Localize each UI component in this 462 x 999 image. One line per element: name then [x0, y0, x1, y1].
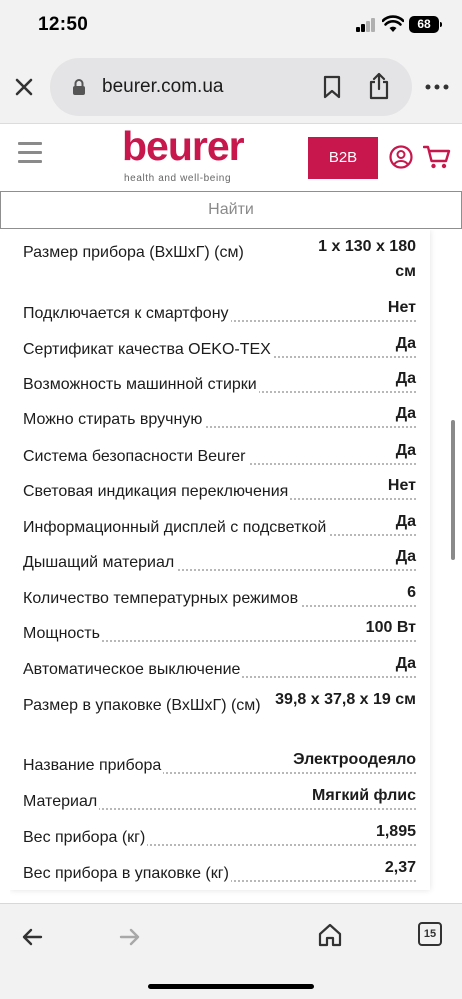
spec-content — [10, 230, 442, 902]
spec-label: Размер прибора (ВхШхГ) (см) — [23, 240, 263, 265]
spec-value: 1 x 130 x 180 см — [296, 234, 416, 284]
more-icon[interactable] — [425, 84, 449, 90]
spec-label: Сертификат качества OEKO-TEX — [23, 338, 273, 362]
spec-label: Вес прибора (кг) — [23, 826, 147, 850]
spec-row — [23, 751, 416, 778]
spec-label: Размер в упаковке (ВхШхГ) (см) — [23, 693, 263, 718]
spec-label: Материал — [23, 790, 99, 814]
signal-icon — [356, 18, 376, 32]
spec-value: Мягкий флис — [310, 784, 416, 808]
spec-value: Да — [394, 652, 416, 676]
spec-label: Количество температурных режимов — [23, 587, 300, 611]
spec-row — [23, 335, 416, 362]
spec-row — [23, 442, 416, 469]
spec-row — [23, 513, 416, 540]
spec-row — [23, 238, 416, 280]
spec-row — [23, 477, 416, 504]
forward-icon[interactable] — [119, 928, 141, 946]
share-icon[interactable] — [368, 72, 390, 100]
spec-row — [23, 823, 416, 850]
spec-value: Да — [394, 367, 416, 391]
user-icon[interactable] — [389, 145, 413, 169]
spec-row — [23, 584, 416, 611]
search-input[interactable]: Найти — [0, 191, 462, 229]
spec-label: Возможность машинной стирки — [23, 373, 259, 397]
spec-label: Вес прибора в упаковке (кг) — [23, 862, 231, 886]
battery-indicator: 68 — [409, 16, 439, 33]
bookmark-icon[interactable] — [322, 75, 342, 99]
spec-value: Да — [394, 332, 416, 356]
back-icon[interactable] — [21, 928, 43, 946]
address-bar[interactable] — [50, 58, 412, 116]
spec-label: Мощность — [23, 622, 102, 646]
spec-label: Автоматическое выключение — [23, 658, 242, 682]
spec-row — [23, 787, 416, 814]
spec-row — [23, 299, 416, 326]
spec-row — [23, 655, 416, 682]
url-text[interactable]: beurer.com.ua — [102, 76, 224, 97]
spec-value: Электроодеяло — [291, 748, 416, 772]
spec-row — [23, 548, 416, 575]
spec-label: Световая индикация переключения — [23, 480, 290, 504]
status-bar — [0, 0, 462, 50]
close-icon[interactable] — [12, 75, 36, 99]
status-time: 12:50 — [38, 14, 89, 35]
spec-row — [23, 619, 416, 646]
spec-value: Нет — [386, 296, 416, 320]
spec-value: 2,37 — [383, 856, 416, 880]
spec-value: 1,895 — [374, 820, 416, 844]
spec-label: Подключается к смартфону — [23, 302, 231, 326]
spec-row — [23, 405, 416, 432]
tabs-icon[interactable]: 15 — [418, 922, 442, 946]
spec-row — [23, 859, 416, 886]
site-header — [0, 125, 462, 189]
spec-label: Название прибора — [23, 754, 163, 778]
spec-label: Можно стирать вручную — [23, 408, 204, 432]
spec-value: Да — [394, 439, 416, 463]
spec-label: Дышащий материал — [23, 551, 176, 575]
spec-panel — [10, 230, 430, 890]
beurer-logo[interactable] — [118, 123, 268, 185]
spec-value: Да — [394, 510, 416, 534]
home-icon[interactable] — [318, 923, 342, 947]
wifi-icon — [382, 15, 404, 33]
logo-tagline: health and well-being — [124, 173, 232, 184]
spec-value: 39,8 x 37,8 x 19 см — [266, 687, 416, 712]
browser-toolbar — [0, 50, 462, 124]
spec-row — [23, 370, 416, 397]
spec-value: 100 Вт — [364, 616, 416, 640]
spec-value: Да — [394, 545, 416, 569]
scrollbar[interactable] — [451, 420, 455, 560]
browser-bottom-bar — [0, 903, 462, 999]
logo-word: beurer — [122, 123, 244, 169]
spec-value: Нет — [386, 474, 416, 498]
menu-icon[interactable] — [18, 142, 42, 164]
spec-label: Информационный дисплей с подсветкой — [23, 516, 328, 540]
spec-value: Да — [394, 402, 416, 426]
spec-value: 6 — [405, 581, 416, 605]
cart-icon[interactable] — [423, 144, 451, 170]
home-indicator — [148, 984, 314, 989]
b2b-button[interactable]: B2B — [308, 137, 378, 179]
spec-row — [23, 693, 416, 717]
spec-label: Система безопасности Beurer — [23, 445, 248, 469]
lock-icon — [72, 78, 86, 96]
